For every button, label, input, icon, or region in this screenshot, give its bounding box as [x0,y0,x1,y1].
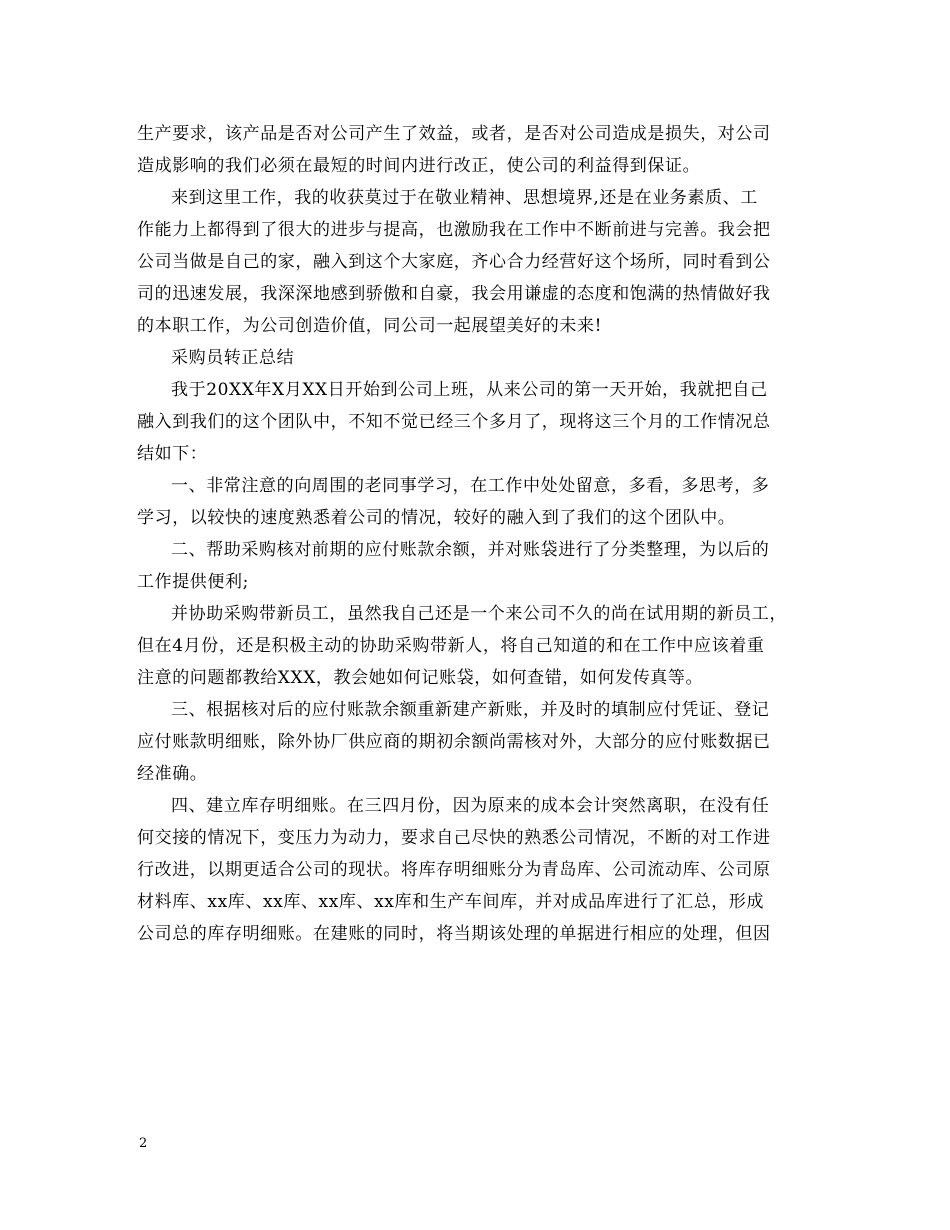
text-line: 学习，以较快的速度熟悉着公司的情况，较好的融入到了我们的这个团队中。 [137,508,736,528]
text-line: 四、建立库存明细账。在三四月份，因为原来的成本会计突然离职，在没有任 [171,796,770,816]
text-line: 行改进，以期更适合公司的现状。将库存明细账分为青岛库、公司流动库、公司原 [137,860,771,880]
text-line: 二、帮助采购核对前期的应付账款余额，并对账袋进行了分类整理，为以后的 [171,540,770,560]
text-line: 何交接的情况下，变压力为动力，要求自己尽快的熟悉公司情况，不断的对工作进 [137,828,771,848]
text-line: 材料库、xx库、xx库、xx库、xx库和生产车间库，并对成品库进行了汇总，形成 [137,892,765,912]
text-line: 应付账款明细账，除外协厂供应商的期初余额尚需核对外，大部分的应付账数据已 [137,732,771,752]
text-line: 经准确。 [137,764,208,784]
text-line: 公司总的库存明细账。在建账的同时，将当期该处理的单据进行相应的处理，但因 [137,924,771,944]
text-line: 一、非常注意的向周围的老同事学习，在工作中处处留意，多看，多思考，多 [171,476,770,496]
text-line: 作能力上都得到了很大的进步与提高，也激励我在工作中不断前进与完善。我会把 [137,220,771,240]
text-line: 来到这里工作，我的收获莫过于在敬业精神、思想境界,还是在业务素质、工 [171,188,758,208]
text-line: 但在4月份，还是积极主动的协助采购带新人，将自己知道的和在工作中应该着重 [137,636,765,656]
text-line: 公司当做是自己的家，融入到这个大家庭，齐心合力经营好这个场所，同时看到公 [137,252,771,272]
text-line: 结如下： [137,444,208,464]
document-body [137,118,813,950]
page-number: 2 [139,1136,148,1151]
text-line: 我于20XX年X月XX日开始到公司上班，从来公司的第一天开始，我就把自己 [171,380,768,400]
text-line: 融入到我们的这个团队中，不知不觉已经三个多月了，现将这三个月的工作情况总 [137,412,771,432]
text-line: 造成影响的我们必须在最短的时间内进行改正，使公司的利益得到保证。 [137,156,701,176]
text-line: 生产要求，该产品是否对公司产生了效益，或者，是否对公司造成是损失，对公司 [137,124,771,144]
text-line: 的本职工作，为公司创造价值，同公司一起展望美好的未来! [137,316,603,336]
text-line: 并协助采购带新员工，虽然我自己还是一个来公司不久的尚在试用期的新员工， [171,604,787,624]
text-line: 三、根据核对后的应付账款余额重新建产新账，并及时的填制应付凭证、登记 [171,700,770,720]
text-line: 注意的问题都教给XXX，教会她如何记账袋，如何查错，如何发传真等。 [137,668,704,688]
text-line: 工作提供便利; [137,572,249,592]
section-heading: 采购员转正总结 [171,348,295,368]
text-line: 司的迅速发展，我深深地感到骄傲和自豪，我会用谦虚的态度和饱满的热情做好我 [137,284,771,304]
